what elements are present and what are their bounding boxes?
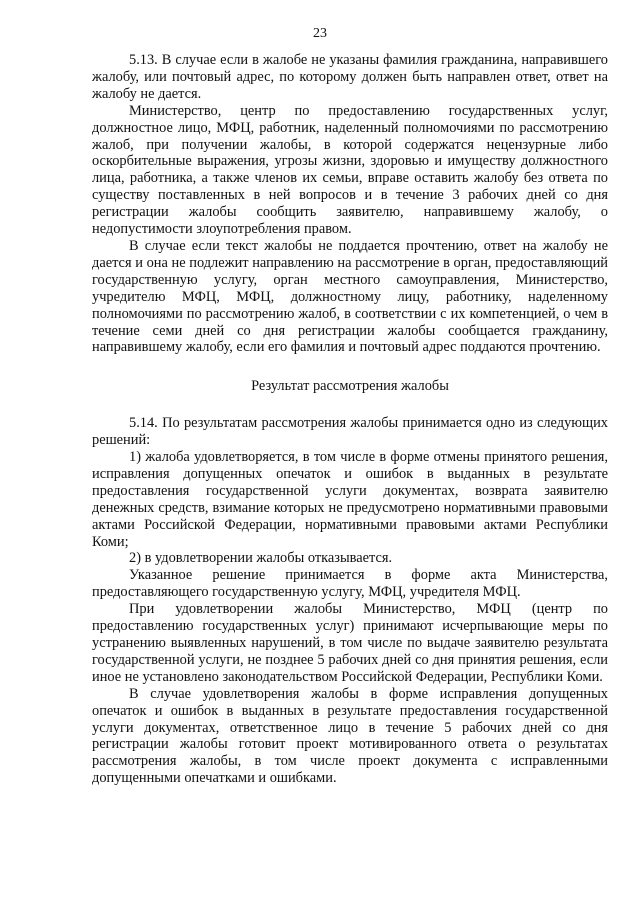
paragraph-offensive-content: Министерство, центр по предоставлению государственных услуг, должностное лицо, МФЦ, работник, наделенный полномочиями по рассмотрению жалоб, при получении жалобы, в которой содержатся нецензурные либо оскорбительные выражения, угрозы жизни, здоровью и имуществу должностного лица, работника, а также членов их семьи, вправе оставить жалобу без ответа по существу поставленных в ней вопросов и в течение 3 рабочих дней со дня регистрации жалобы сообщить заявителю, направившему жалобу, о недопустимости злоупотребления правом. — [92, 102, 608, 238]
decision-item-2: 2) в удовлетворении жалобы отказывается. — [129, 550, 393, 567]
paragraph-decision-form: Указанное решение принимается в форме акта Министерства, предоставляющего государственную услугу, МФЦ, учредителя МФЦ. — [92, 567, 608, 601]
page-number: 23 — [313, 26, 327, 41]
paragraph-unreadable-text: В случае если текст жалобы не поддается прочтению, ответ на жалобу не дается и она не подлежит направлению на рассмотрение в орган, предоставляющий государственную услугу, орган местного самоуправления, Министерство, учредителю МФЦ, МФЦ, должностному лицу, работнику, наделенному полномочиями по рассмотрению жалоб, в соответствии с их компетенцией, о чем в течение семи дней со дня регистрации жалобы сообщается гражданину, направившему жалобу, если его фамилия и почтовый адрес поддаются прочтению. — [92, 237, 608, 356]
paragraph-corrections: В случае удовлетворения жалобы в форме исправления допущенных опечаток и ошибок в выданных в результате предоставления государственной услуги документах, ответственное лицо в течение 5 рабочих дней со дня регистрации жалобы готовит проект мотивированного ответа о результатах рассмотрения жалобы, в том числе проект документа с исправленными допущенными опечатками и ошибками. — [92, 685, 608, 787]
decision-item-1: 1) жалоба удовлетворяется, в том числе в форме отмены принятого решения, исправления допущенных опечаток и ошибок в выданных в результате предоставления государственной услуги документах, возврата заявителю денежных средств, взимание которых не предусмотрено нормативными правовыми актами Российской Федерации, нормативными правовыми актами Республики Коми; — [92, 449, 608, 550]
paragraph-5-13: 5.13. В случае если в жалобе не указаны фамилия гражданина, направившего жалобу, или почтовый адрес, по которому должен быть направлен ответ, ответ на жалобу не дается. — [92, 52, 608, 102]
document-body — [92, 52, 608, 787]
paragraph-measures: При удовлетворении жалобы Министерство, МФЦ (центр по предоставлению государственных услуг) принимают исчерпывающие меры по устранению выявленных нарушений, в том числе по выдаче заявителю результата государственной услуги, не позднее 5 рабочих дней со дня принятия решения, если иное не установлено законодательством Российской Федерации, Республики Коми. — [92, 601, 608, 685]
section-heading: Результат рассмотрения жалобы — [251, 378, 449, 395]
paragraph-5-14: 5.14. По результатам рассмотрения жалобы принимается одно из следующих решений: — [92, 415, 608, 449]
